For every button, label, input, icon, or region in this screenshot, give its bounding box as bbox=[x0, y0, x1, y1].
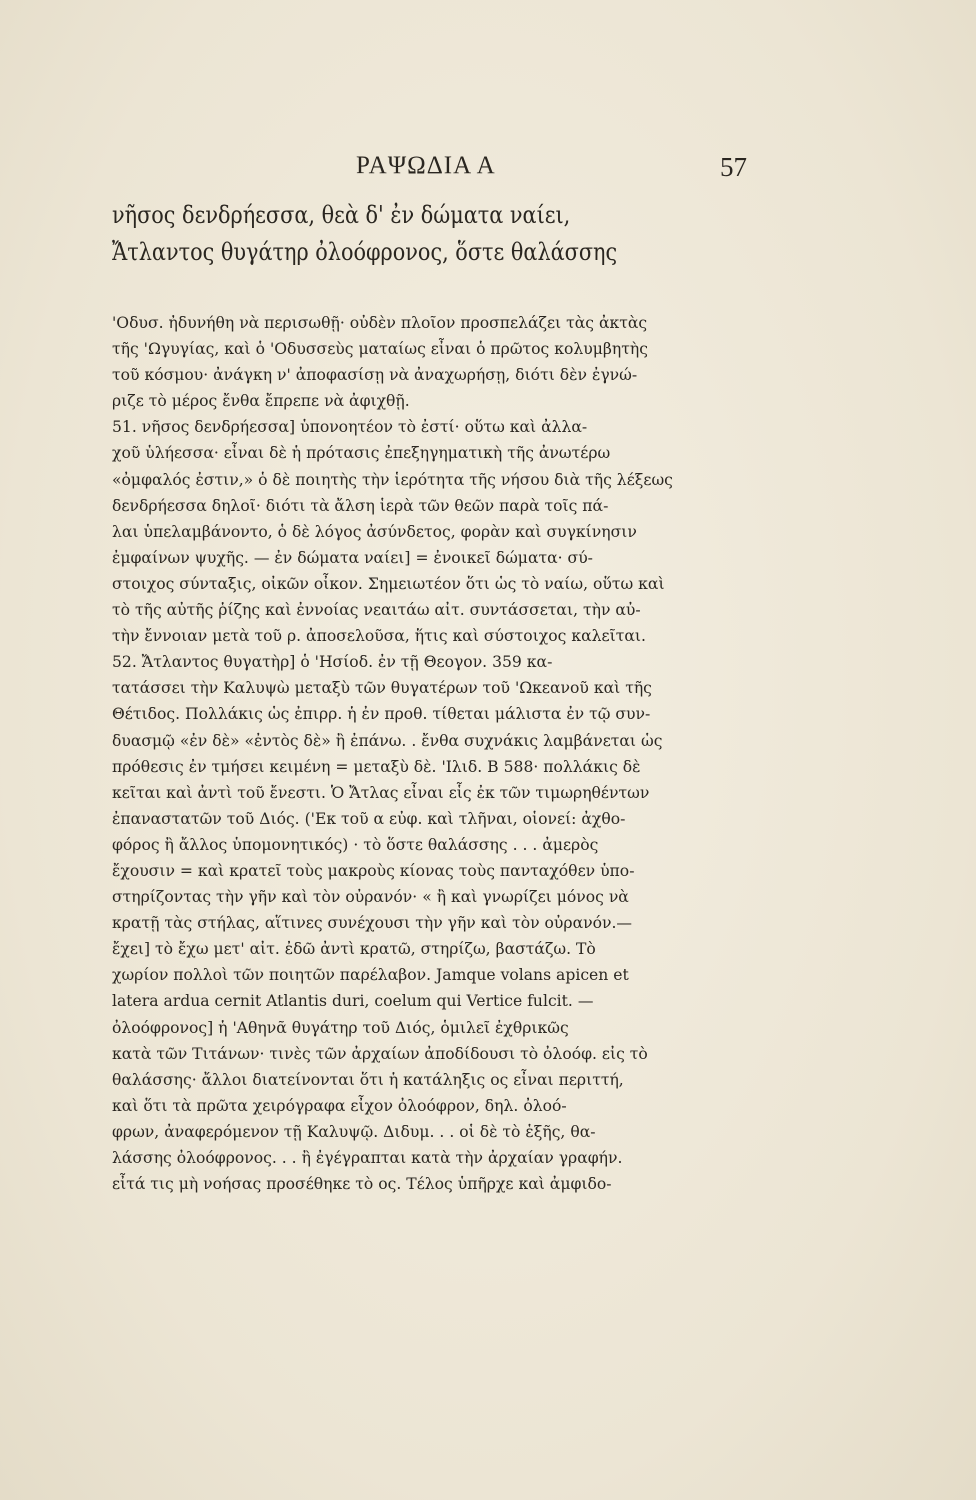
commentary-line: δυασμῷ «ἐν δὲ» «ἐντὸς δὲ» ἢ ἐπάνω. . ἔνθα συχνάκις λαμβάνεται ὡς bbox=[112, 731, 663, 750]
page-header bbox=[0, 152, 976, 188]
commentary-line: κρατῇ τὰς στήλας, αἵτινες συνέχουσι τὴν γῆν καὶ τὸν οὐρανόν.— bbox=[112, 914, 633, 933]
commentary-line: ἐμφαίνων ψυχῆς. — ἐν δώματα ναίει] = ἐνοικεῖ δώματα· σύ- bbox=[112, 548, 593, 567]
commentary-line: λαι ὑπελαμβάνοντο, ὁ δὲ λόγος ἀσύνδετος, φορὰν καὶ συγκίνησιν bbox=[112, 522, 637, 541]
commentary-line: latera ardua cernit Atlantis duri, coelum qui Vertice fulcit. — bbox=[112, 992, 594, 1011]
verse-line: Ἄτλαντος θυγάτηρ ὀλοόφρονος, ὅστε θαλάσσης bbox=[112, 237, 618, 266]
verse-line: νῆσος δενδρήεσσα, θεὰ δ' ἐν δώματα ναίει, bbox=[112, 200, 571, 229]
commentary-line: 'Οδυσ. ἠδυνήθη νὰ περισωθῇ· οὐδὲν πλοῖον προσπελάζει τὰς ἀκτὰς bbox=[112, 314, 648, 332]
commentary-block bbox=[112, 310, 772, 1197]
commentary-line: καὶ ὅτι τὰ πρῶτα χειρόγραφα εἶχον ὀλοόφρον, δηλ. ὀλοό- bbox=[112, 1096, 567, 1115]
commentary-line: θαλάσσης· ἄλλοι διατείνονται ὅτι ἡ κατάληξις ος εἶναι περιττή, bbox=[112, 1070, 624, 1089]
commentary-line: λάσσης ὀλοόφρονος. . . ἢ ἐγέγραπται κατὰ τὴν ἀρχαίαν γραφήν. bbox=[112, 1149, 623, 1167]
commentary-line: εἶτά τις μὴ νοήσας προσέθηκε τὸ ος. Τέλος ὑπῆρχε καὶ ἀμφιδο- bbox=[112, 1175, 612, 1194]
commentary-line: τῆς 'Ωγυγίας, καὶ ὁ 'Οδυσσεὺς ματαίως εἶναι ὁ πρῶτος κολυμβητὴς bbox=[112, 340, 648, 359]
commentary-line: κατὰ τῶν Τιτάνων· τινὲς τῶν ἀρχαίων ἀποδίδουσι τὸ ὀλοόφ. εἰς τὸ bbox=[112, 1044, 648, 1063]
commentary-line: ριζε τὸ μέρος ἔνθα ἔπρεπε νὰ ἀφιχθῇ. bbox=[112, 392, 410, 411]
commentary-line: χωρίον πολλοὶ τῶν ποιητῶν παρέλαβον. Jamque volans apicen et bbox=[112, 966, 629, 985]
commentary-line: 51. νῆσος δενδρήεσσα] ὑπονοητέον τὸ ἐστί· οὕτω καὶ ἀλλα- bbox=[112, 418, 588, 437]
commentary-line: ἔχουσιν = καὶ κρατεῖ τοὺς μακροὺς κίονας τοὺς πανταχόθεν ὑπο- bbox=[112, 861, 635, 880]
commentary-line: τοῦ κόσμου· ἀνάγκη ν' ἀποφασίσῃ νὰ ἀναχωρήσῃ, διότι δὲν ἐγνώ- bbox=[112, 366, 638, 385]
commentary-line: δενδρήεσσα δηλοῖ· διότι τὰ ἄλση ἱερὰ τῶν θεῶν παρὰ τοῖς πά- bbox=[112, 496, 609, 515]
commentary-line: τατάσσει τὴν Καλυψὼ μεταξὺ τῶν θυγατέρων τοῦ 'Ωκεανοῦ καὶ τῆς bbox=[112, 679, 652, 698]
commentary-line: τὸ τῆς αὐτῆς ῥίζης καὶ ἐννοίας νεαιτάω αἰτ. συντάσσεται, τὴν αὐ- bbox=[112, 601, 641, 620]
commentary-line: φόρος ἢ ἄλλος ὑπομονητικός) · τὸ ὅστε θαλάσσης . . . ἀμερὸς bbox=[112, 835, 599, 854]
commentary-line: ὀλοόφρονος] ἡ 'Αθηνᾶ θυγάτηρ τοῦ Διός, ὁμιλεῖ ἐχθρικῶς bbox=[112, 1018, 569, 1037]
commentary-line: φρων, ἀναφερόμενον τῇ Καλυψῷ. Διδυμ. . . οἱ δὲ τὸ ἑξῆς, θα- bbox=[112, 1122, 596, 1141]
commentary-line: κεῖται καὶ ἀντὶ τοῦ ἔνεστι. Ὁ Ἄτλας εἶναι εἷς ἐκ τῶν τιμωρηθέντων bbox=[112, 783, 650, 802]
commentary-line: 52. Ἄτλαντος θυγατὴρ] ὁ 'Ησίοδ. ἐν τῇ Θεογον. 359 κα- bbox=[112, 653, 553, 672]
commentary-line: Θέτιδος. Πολλάκις ὡς ἐπιρρ. ἡ ἐν προθ. τίθεται μάλιστα ἐν τῷ συν- bbox=[112, 705, 651, 724]
commentary-line: «ὀμφαλός ἐστιν,» ὁ δὲ ποιητὴς τὴν ἱερότητα τῆς νήσου διὰ τῆς λέξεως bbox=[112, 470, 673, 489]
commentary-line: στοιχος σύνταξις, οἰκῶν οἶκον. Σημειωτέον ὅτι ὡς τὸ ναίω, οὕτω καὶ bbox=[112, 574, 665, 593]
verse-block bbox=[112, 196, 772, 270]
commentary-line: ἔχει] τὸ ἔχω μετ' αἰτ. ἐδῶ ἀντὶ κρατῶ, στηρίζω, βαστάζω. Τὸ bbox=[112, 940, 596, 959]
commentary-line: τὴν ἔννοιαν μετὰ τοῦ ρ. ἀποσελοῦσα, ἥτις καὶ σύστοιχος καλεῖται. bbox=[112, 627, 646, 646]
commentary-line: ἐπαναστατῶν τοῦ Διός. ('Εκ τοῦ α εὐφ. καὶ τλῆναι, οἱονεί: ἀχθο- bbox=[112, 809, 626, 828]
running-head: ΡΑΨΩΔΙΑ Α bbox=[356, 152, 496, 179]
commentary-line: χοῦ ὑλήεσσα· εἶναι δὲ ἡ πρότασις ἐπεξηγηματικὴ τῆς ἀνωτέρω bbox=[112, 444, 611, 463]
commentary-line: πρόθεσις ἐν τμήσει κειμένη = μεταξὺ δὲ. 'Ιλιδ. Β 588· πολλάκις δὲ bbox=[112, 757, 641, 776]
commentary-line: στηρίζοντας τὴν γῆν καὶ τὸν οὐρανόν· « ἢ καὶ γνωρίζει μόνος νὰ bbox=[112, 888, 629, 907]
page-number: 57 bbox=[720, 152, 747, 182]
